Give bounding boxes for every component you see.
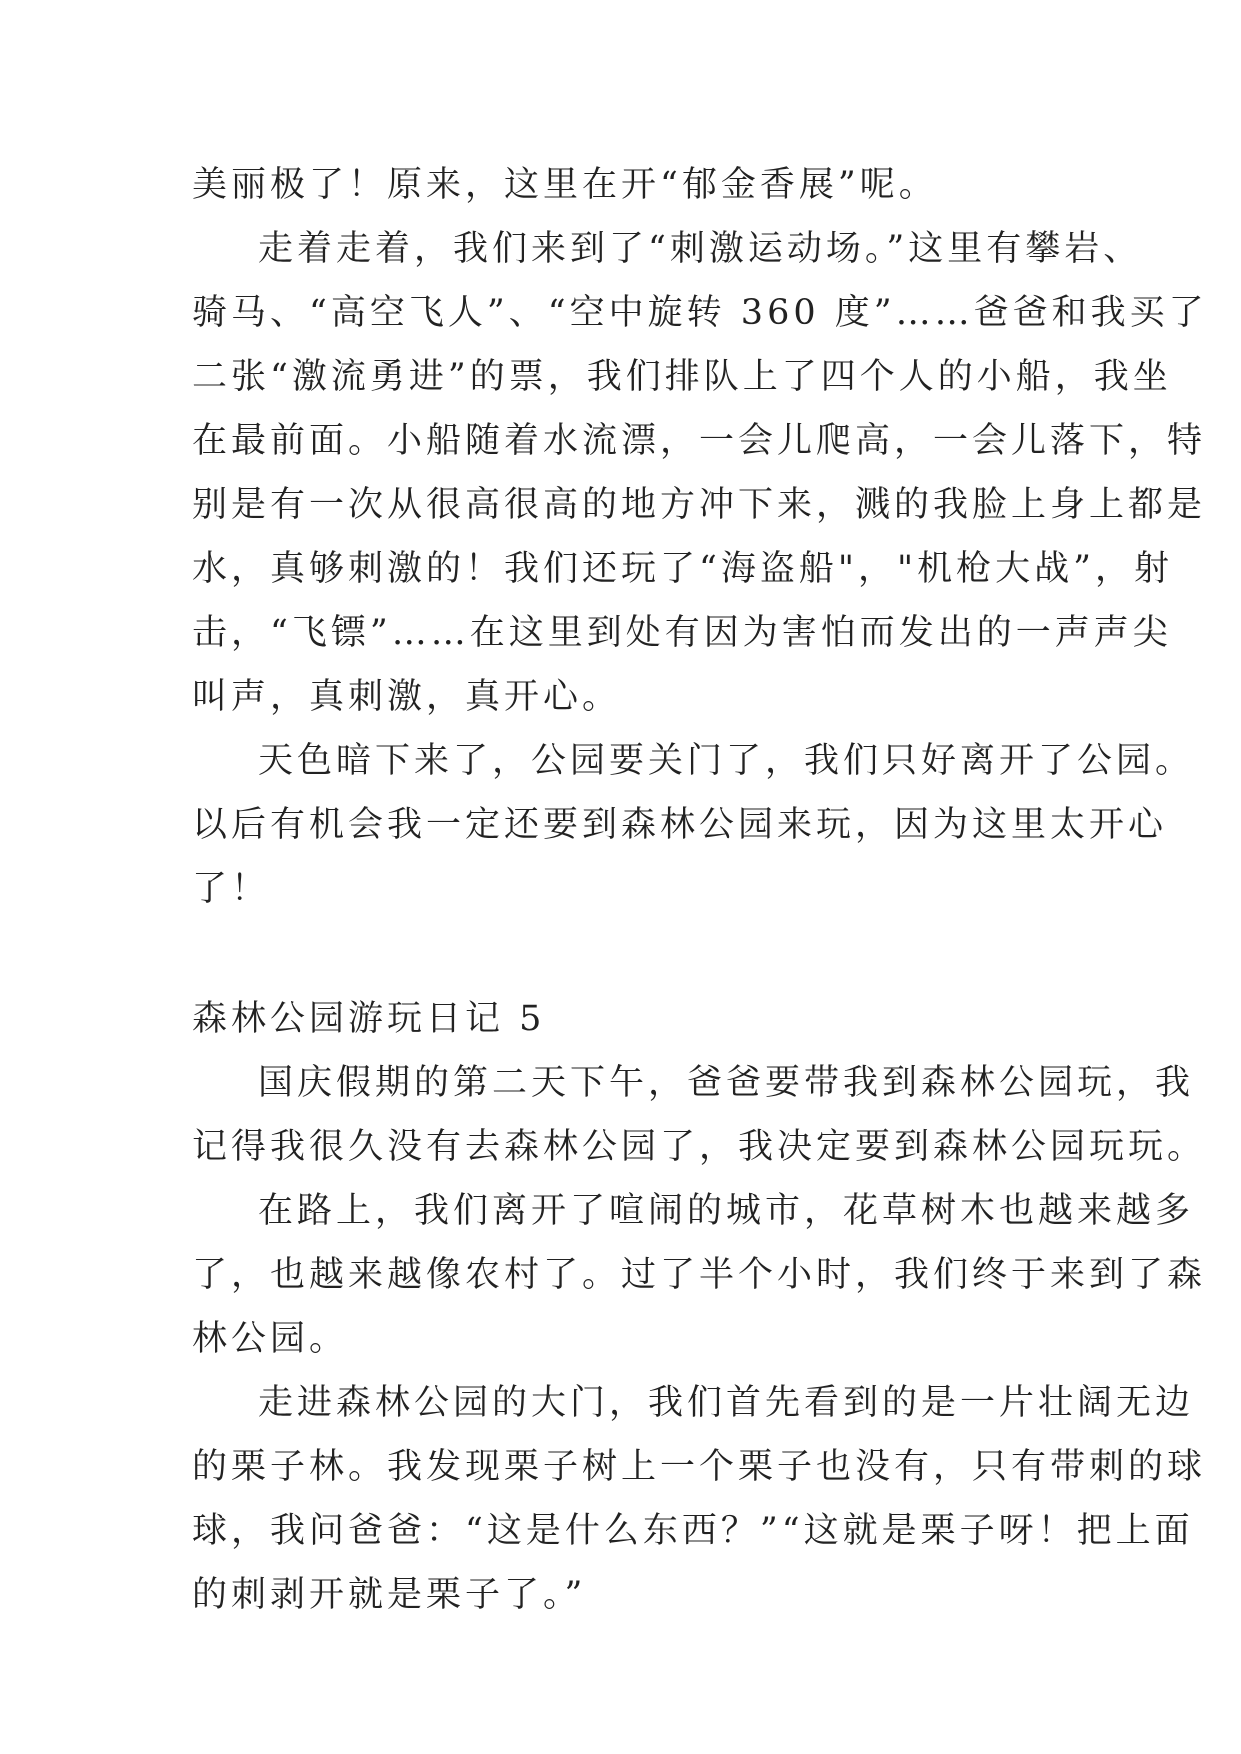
text-line: 二张“激流勇进”的票，我们排队上了四个人的小船，我坐 <box>192 357 1172 397</box>
text-line: 林公园。 <box>192 1319 349 1359</box>
text-line: 在路上，我们离开了喧闹的城市，花草树木也越来越多 <box>258 1191 1195 1231</box>
text-line: 别是有一次从很高很高的地方冲下来，溅的我脸上身上都是 <box>192 485 1207 525</box>
text-line: 天色暗下来了，公园要关门了，我们只好离开了公园。 <box>258 741 1195 781</box>
text-line: 国庆假期的第二天下午，爸爸要带我到森林公园玩，我 <box>258 1063 1195 1103</box>
section-title: 森林公园游玩日记 5 <box>192 999 546 1039</box>
text-line: 了！ <box>192 869 271 909</box>
text-line: 球，我问爸爸：“这是什么东西？”“这就是栗子呀！把上面 <box>192 1511 1194 1551</box>
text-line: 的栗子林。我发现栗子树上一个栗子也没有，只有带刺的球 <box>192 1447 1207 1487</box>
text-line: 的刺剥开就是栗子了。” <box>192 1575 587 1615</box>
text-line: 击，“飞镖”……在这里到处有因为害怕而发出的一声声尖 <box>192 613 1172 653</box>
text-line: 走进森林公园的大门，我们首先看到的是一片壮阔无边 <box>258 1383 1195 1423</box>
text-line: 走着走着，我们来到了“刺激运动场。”这里有攀岩、 <box>258 229 1143 269</box>
text-line: 以后有机会我一定还要到森林公园来玩，因为这里太开心 <box>192 805 1168 845</box>
text-line: 美丽极了！原来，这里在开“郁金香展”呢。 <box>192 165 938 205</box>
text-line: 水，真够刺激的！我们还玩了“海盗船"，"机枪大战”，射 <box>192 549 1173 589</box>
text-line: 了，也越来越像农村了。过了半个小时，我们终于来到了森 <box>192 1255 1207 1295</box>
text-line: 叫声，真刺激，真开心。 <box>192 677 622 717</box>
text-line: 记得我很久没有去森林公园了，我决定要到森林公园玩玩。 <box>192 1127 1207 1167</box>
text-line: 骑马、“高空飞人”、“空中旋转 360 度”……爸爸和我买了 <box>192 293 1208 333</box>
text-line: 在最前面。小船随着水流漂，一会儿爬高，一会儿落下，特 <box>192 421 1207 461</box>
